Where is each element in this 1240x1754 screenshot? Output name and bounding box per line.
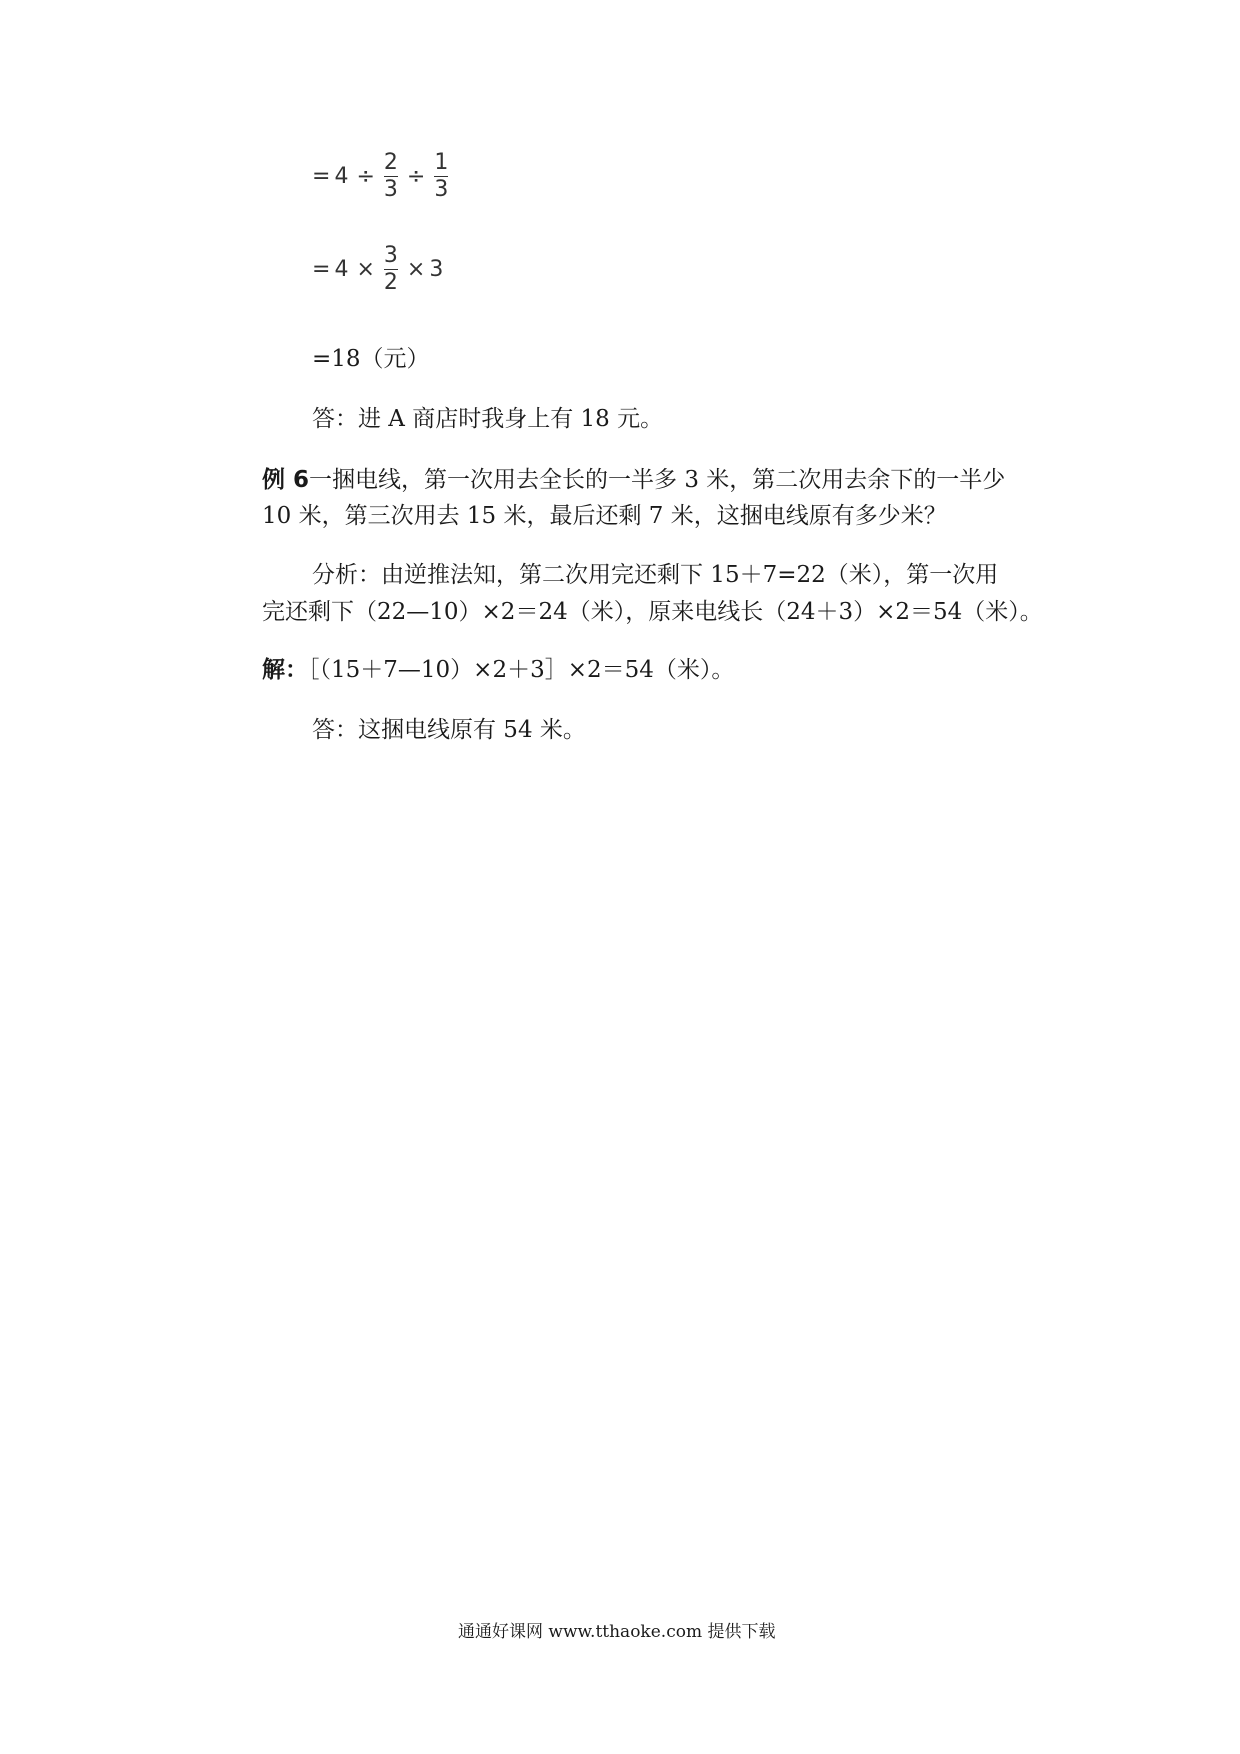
example-6-line-2: 10 米，第三次用去 15 米，最后还剩 7 米，这捆电线原有多少米？ — [262, 503, 947, 529]
operand: 3 — [429, 257, 444, 282]
operand: 4 — [334, 257, 349, 282]
solution-label: 解： — [262, 657, 308, 683]
numerator: 2 — [383, 150, 398, 175]
equals-sign: = — [312, 164, 331, 189]
equation-step-3: =18（元） — [312, 346, 430, 372]
equation-step-1 — [312, 152, 453, 201]
multiply-sign: × — [406, 257, 426, 282]
fraction — [432, 152, 450, 201]
fraction — [382, 152, 400, 201]
fraction — [382, 245, 400, 294]
divide-sign: ÷ — [356, 164, 375, 189]
denominator: 3 — [434, 177, 449, 202]
example-label: 例 6 — [262, 467, 310, 493]
numerator: 1 — [434, 150, 449, 175]
answer-1: 答：进 A 商店时我身上有 18 元。 — [312, 406, 664, 432]
solution-text: ［（15＋7—10）×2＋3］×2＝54（米）。 — [308, 657, 735, 683]
equals-sign: = — [312, 257, 331, 282]
equation-step-2 — [312, 245, 443, 294]
operand: 4 — [334, 164, 349, 189]
multiply-sign: × — [356, 257, 375, 282]
analysis-line-2: 完还剩下（22—10）×2＝24（米），原来电线长（24＋3）×2＝54（米）。 — [262, 599, 1043, 625]
numerator: 3 — [383, 243, 398, 268]
solution-line — [262, 651, 734, 684]
denominator: 2 — [383, 270, 398, 295]
denominator: 3 — [383, 177, 398, 202]
example-text: 一捆电线，第一次用去全长的一半多 3 米，第二次用去余下的一半少 — [309, 467, 1006, 493]
example-6-line-1 — [262, 461, 1005, 494]
analysis-line-1: 分析：由逆推法知，第二次用完还剩下 15＋7=22（米），第一次用 — [312, 562, 999, 588]
divide-sign: ÷ — [406, 164, 426, 189]
page-footer: 通通好课网 www.tthaoke.com 提供下载 — [458, 1622, 776, 1642]
answer-2: 答：这捆电线原有 54 米。 — [312, 717, 586, 743]
